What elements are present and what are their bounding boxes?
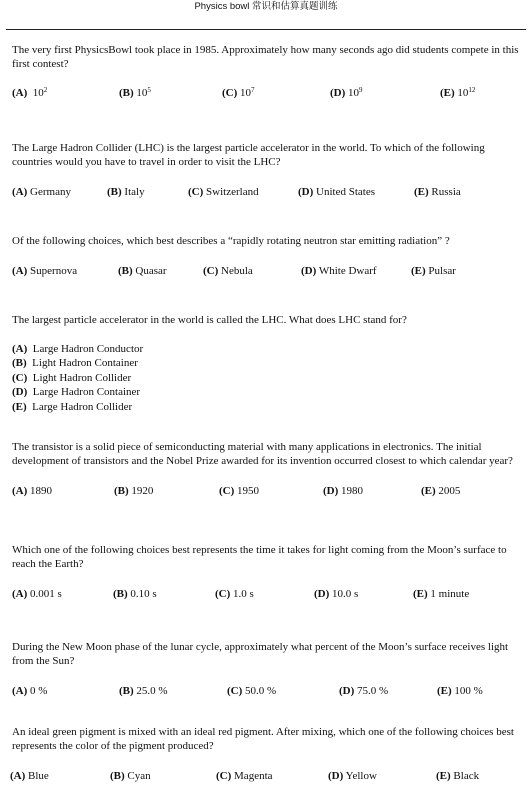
choice-e[interactable]: (E) Large Hadron Collider (12, 400, 133, 413)
question-8 (12, 726, 522, 783)
choice-c[interactable]: (C) 50.0 % (227, 685, 277, 697)
choice-d[interactable]: (D) Large Hadron Container (12, 386, 141, 398)
choice-c[interactable]: (C) 1.0 s (215, 588, 254, 600)
question-4 (12, 314, 522, 414)
choice-b[interactable]: (B) 1920 (114, 485, 154, 497)
answer-choices (12, 185, 522, 199)
choice-e[interactable]: (E) 100 % (437, 685, 483, 697)
choice-b[interactable]: (B) Quasar (118, 264, 167, 277)
question-2 (12, 142, 522, 199)
answer-choices (12, 587, 522, 601)
choice-e[interactable]: (E) Russia (414, 186, 461, 198)
choice-a[interactable]: (A) Large Hadron Conductor (12, 342, 144, 355)
answer-choices (12, 484, 522, 498)
answer-choices (12, 769, 522, 783)
choice-a[interactable]: (A) Supernova (12, 264, 78, 277)
question-text: The transistor is a solid piece of semiconducting material with many applications in electronics. The initial development of transistors and the Nobel Prize awarded for its invention occurred closest to which calendar year? (12, 441, 513, 467)
question-6 (12, 544, 522, 601)
question-1 (12, 44, 522, 100)
choice-b[interactable]: (B) 25.0 % (119, 685, 168, 697)
question-5 (12, 441, 522, 498)
question-text: The very first PhysicsBowl took place in 1985. Approximately how many seconds ago did students compete in this first contest? (12, 44, 519, 70)
answer-choices (12, 684, 522, 698)
question-7 (12, 641, 522, 698)
question-text: The largest particle accelerator in the world is called the LHC. What does LHC stand for? (12, 314, 407, 326)
choice-c[interactable]: (C) Light Hadron Collider (12, 371, 132, 384)
choice-a[interactable]: (A) Germany (12, 186, 71, 198)
choice-a[interactable]: (A) Blue (10, 770, 49, 782)
answer-choices (12, 86, 522, 100)
choice-c[interactable]: (C) 1950 (219, 485, 260, 497)
question-text: An ideal green pigment is mixed with an ideal red pigment. After mixing, which one of the following choices best represents the color of the pigment produced? (12, 726, 514, 752)
page-header: Physics bowl 常识和估算真题训练 (194, 1, 338, 12)
choice-d[interactable]: (D) United States (298, 186, 375, 198)
answer-choices (12, 342, 522, 415)
question-3 (12, 235, 522, 278)
choice-e[interactable]: (E) 1 minute (413, 588, 470, 600)
choice-c[interactable]: (C) Switzerland (188, 186, 259, 198)
choice-b[interactable]: (B) $10^5$ (119, 86, 151, 99)
choice-a[interactable]: (A) 1890 (12, 485, 53, 497)
question-text: Which one of the following choices best represents the time it takes for light coming from the Moon’s surface to reach the Earth? (12, 544, 507, 570)
question-text: During the New Moon phase of the lunar cycle, approximately what percent of the Moon’s surface receives light from the Sun? (12, 641, 509, 667)
choice-e[interactable]: (E) Black (436, 770, 480, 782)
choice-b[interactable]: (B) 0.10 s (113, 588, 157, 600)
choice-a[interactable]: (A) $10^2$ (12, 86, 48, 99)
choice-e[interactable]: (E) Pulsar (411, 264, 456, 277)
question-text: Of the following choices, which best describes a “rapidly rotating neutron star emitting radiation” ? (12, 235, 450, 247)
choice-a[interactable]: (A) 0.001 s (12, 588, 62, 600)
choice-d[interactable]: (D) White Dwarf (301, 264, 377, 277)
choice-c[interactable]: (C) Nebula (203, 264, 253, 277)
choice-e[interactable]: (E) 2005 (421, 485, 461, 497)
choice-d[interactable]: (D) 75.0 % (339, 685, 389, 697)
choice-d[interactable]: (D) Yellow (328, 770, 377, 782)
choice-c[interactable]: (C) Magenta (216, 770, 273, 782)
header-divider (6, 29, 526, 30)
choice-b[interactable]: (B) Italy (107, 186, 145, 198)
choice-d[interactable]: (D) 10.0 s (314, 588, 359, 600)
choice-c[interactable]: (C) $10^7$ (222, 86, 255, 99)
question-text: The Large Hadron Collider (LHC) is the largest particle accelerator in the world. To which of the following countries would you have to travel in order to visit the LHC? (12, 142, 485, 168)
choice-b[interactable]: (B) Cyan (110, 770, 151, 782)
answer-choices (12, 264, 522, 278)
choice-d[interactable]: (D) $10^9$ (330, 86, 363, 99)
choice-b[interactable]: (B) Light Hadron Container (12, 357, 138, 369)
choice-d[interactable]: (D) 1980 (323, 485, 364, 497)
choice-a[interactable]: (A) 0 % (12, 685, 48, 697)
choice-e[interactable]: (E) $10^{12}$ (440, 86, 476, 99)
